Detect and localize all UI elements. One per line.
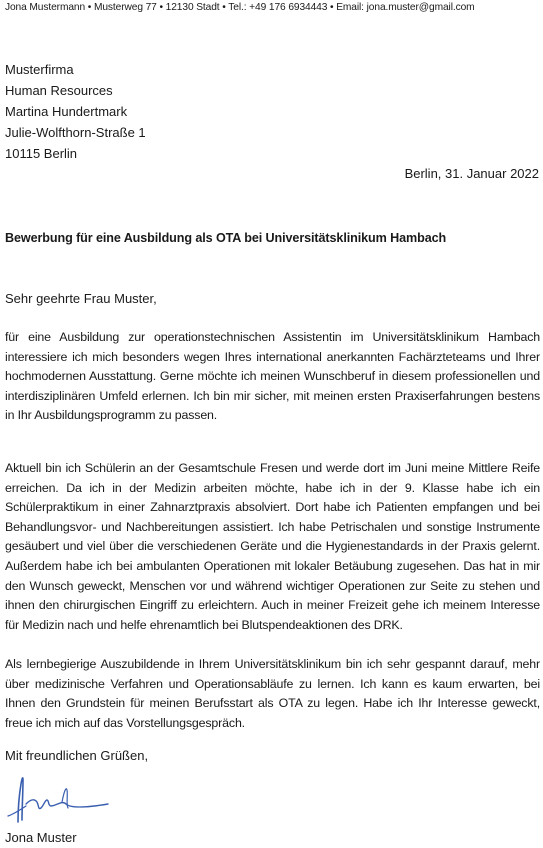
recipient-street: Julie-Wolfthorn-Straße 1 <box>5 125 146 140</box>
recipient-address-block <box>5 59 146 164</box>
recipient-company: Musterfirma <box>5 62 74 77</box>
signer-name: Jona Muster <box>5 830 77 845</box>
recipient-contact-person: Martina Hundertmark <box>5 104 128 119</box>
recipient-department: Human Resources <box>5 83 113 98</box>
recipient-city: 10115 Berlin <box>5 146 78 161</box>
body-paragraph-motivation: für eine Ausbildung zur operationstechnischen Assistentin im Universitätsklinikum Hambach interessiere ich mich besonders wegen Ihres international anerkannten Fachärzteteams und Ihrer hochmodernen Ausstattung. Gerne möchte ich meinen Wunschberuf in diesem professionellen und interdisziplinären Umfeld erlernen. Ich bin mir sicher, mit meinen ersten Praxiserfahrungen bestens in Ihr Ausbildungsprogramm zu passen. <box>5 330 540 423</box>
letter-date: Berlin, 31. Januar 2022 <box>404 166 539 181</box>
sender-contact-line: Jona Mustermann • Musterweg 77 • 12130 Stadt • Tel.: +49 176 6934443 • Email: jona.muster@gmail.com <box>5 2 475 13</box>
salutation: Sehr geehrte Frau Muster, <box>5 291 157 306</box>
handwritten-signature <box>4 770 114 830</box>
closing-phrase: Mit freundlichen Grüßen, <box>5 748 149 763</box>
letter-subject: Bewerbung für eine Ausbildung als OTA bei Universitätsklinikum Hambach <box>5 231 447 245</box>
body-paragraph-experience: Aktuell bin ich Schülerin an der Gesamtschule Fresen und werde dort im Juni meine Mittlere Reife erreichen. Da ich in der Medizin arbeiten möchte, habe ich in der 9. Klasse habe ich ein Schülerpraktikum in einer Zahnarztpraxis absolviert. Dort habe ich Patienten empfangen und bei Behandlungsvor- und Nachbereitungen assistiert. Ich habe Petrischalen und sonstige Instrumente gesäubert und viel über die verschiedenen Geräte und die Hygienestandards in der Praxis gelernt. Außerdem habe ich bei ambulanten Operationen mit lokaler Betäubung zugesehen. Das hat in mir den Wunsch geweckt, Menschen vor und während wichtiger Operationen zur Seite zu stehen und ihnen den chirurgischen Eingriff zu erleichtern. Auch in meiner Freizeit gehe ich meinem Interesse für Medizin nach und helfe ehrenamtlich bei Blutspendeaktionen des DRK. <box>5 461 540 632</box>
body-paragraph-conclusion: Als lernbegierige Auszubildende in Ihrem Universitätsklinikum bin ich sehr gespannt darauf, mehr über medizinische Verfahren und Operationsabläufe zu lernen. Ich kann es kaum erwarten, bei Ihnen den Grundstein für meinen Berufsstart als OTA zu legen. Habe ich Ihr Interesse geweckt, freue ich mich auf das Vorstellungsgespräch. <box>5 657 540 730</box>
